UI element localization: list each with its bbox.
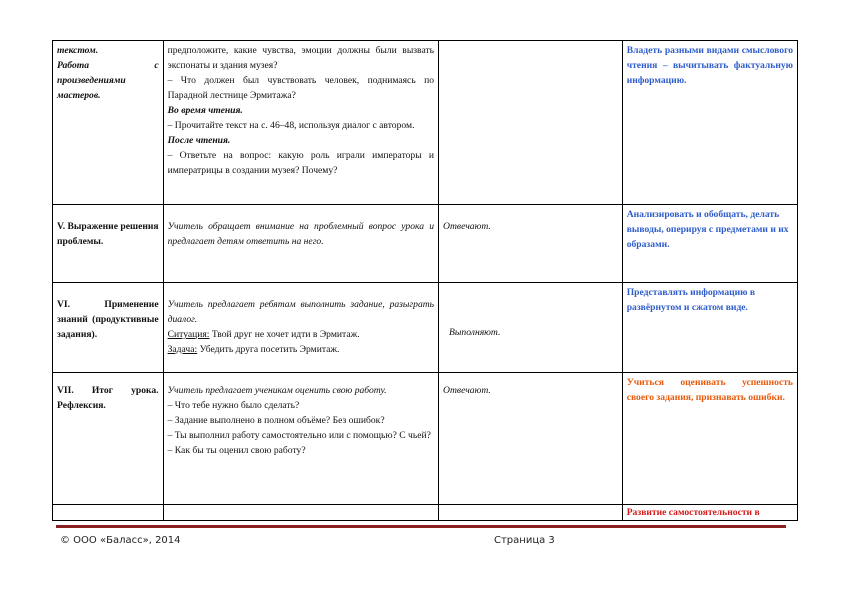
table-row [53,505,798,521]
teacher-text: – Прочитайте текст на с. 46–48, используя диалог с автором. [167,120,415,131]
teacher-text: Учитель обращает внимание на проблемный вопрос урока и предлагает детям ответить на него. [167,221,435,247]
stage-text: текстом. [57,45,99,56]
teacher-activity-cell [163,41,438,205]
footer-rule [56,525,786,528]
stage-cell [53,41,164,205]
uud-cell [622,505,797,521]
task-label: Задача: [167,344,198,355]
question-item: – Ты выполнил работу самостоятельно или с помощью? С чьей? [167,430,431,441]
student-activity-cell [439,373,623,505]
stage-cell [53,283,164,373]
uud-text: Анализировать и обобщать, делать выводы, оперируя с предметами и их образами. [626,209,789,250]
task-line [168,342,434,357]
table-row [53,205,798,283]
situation-line [168,327,434,342]
teacher-text: Учитель предлагает ученикам оценить свою работу. [167,385,387,396]
teacher-activity-cell [163,373,438,505]
teacher-text: – Что должен был чувствовать человек, поднимаясь по Парадной лестнице Эрмитажа? [167,75,435,101]
stage-text: Работа с произведениями мастеров. [57,60,159,101]
teacher-text: предположите, какие чувства, эмоции должны были вызвать экспонаты и здания музея? [167,45,435,71]
stage-cell [53,205,164,283]
student-text: Выполняют. [449,327,501,338]
student-activity-cell [439,505,623,521]
uud-text: Развитие самостоятельности в [626,507,760,518]
student-text: Отвечают. [443,221,491,232]
teacher-text: Учитель предлагает ребятам выполнить задание, разыграть диалог. [167,299,435,325]
question-item: – Что тебе нужно было сделать? [167,400,300,411]
student-activity-cell [439,283,623,373]
student-text: Отвечают. [443,385,491,396]
student-activity-cell [439,41,623,205]
student-activity-cell [439,205,623,283]
task-text: Убедить друга посетить Эрмитаж. [197,344,340,355]
uud-text: Представлять информацию в развёрнутом и сжатом виде. [626,287,756,313]
uud-cell [622,205,797,283]
uud-cell [622,283,797,373]
stage-cell [53,505,164,521]
situation-text: Твой друг не хочет идти в Эрмитаж. [209,329,360,340]
uud-cell [622,41,797,205]
question-item: – Задание выполнено в полном объёме? Без ошибок? [167,415,385,426]
situation-label: Ситуация: [167,329,210,340]
footer-copyright: © ООО «Баласс», 2014 [60,535,181,546]
uud-text: Учиться оценивать успешность своего задания, признавать ошибки. [626,377,793,403]
table-row [53,373,798,505]
uud-text: Владеть разными видами смыслового чтения – вычитывать фактуальную информацию. [626,45,793,86]
footer-page-number: Страница 3 [494,535,555,546]
teacher-activity-cell [163,283,438,373]
lesson-plan-table [52,40,798,521]
teacher-subheading: После чтения. [167,135,231,146]
table-row [53,41,798,205]
teacher-activity-cell [163,205,438,283]
uud-cell [622,373,797,505]
stage-cell [53,373,164,505]
table-row [53,283,798,373]
question-item: – Как бы ты оценил свою работу? [167,445,306,456]
teacher-activity-cell [163,505,438,521]
stage-text: VI. Применение знаний (продуктивные задания). [57,299,159,340]
stage-text: VII. Итог урока. Рефлексия. [57,385,159,411]
stage-text: V. Выражение решения проблемы. [57,221,159,247]
teacher-subheading: Во время чтения. [167,105,243,116]
teacher-text: – Ответьте на вопрос: какую роль играли императоры и императрицы в создании музея? Почему? [167,150,435,176]
